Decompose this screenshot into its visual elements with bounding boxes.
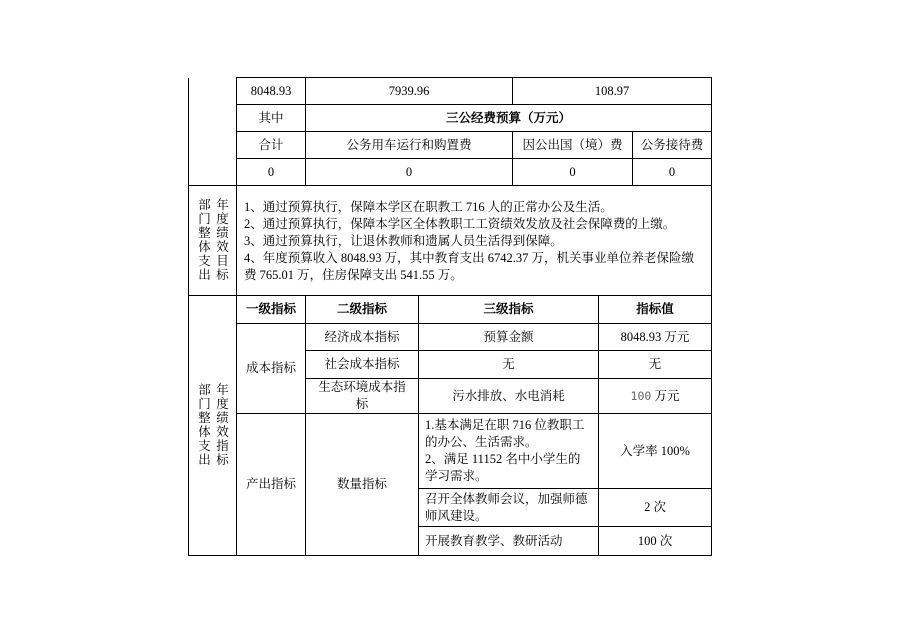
goals-label-cell	[189, 186, 237, 296]
header-total: 合计	[237, 132, 306, 159]
cost-value: 8048.93 万元	[599, 324, 712, 351]
cost-level3: 无	[419, 351, 599, 379]
goal-item: 4、年度预算收入 8048.93 万，其中教育支出 6742.37 万，机关事业单位养老保险缴费 765.01 万，住房保障支出 541.55 万。	[244, 251, 695, 282]
header-vehicle: 公务用车运行和购置费	[306, 132, 513, 159]
cost-level3: 预算金额	[419, 324, 599, 351]
three-public-title: 三公经费预算（万元）	[306, 105, 712, 132]
value-reception: 0	[633, 159, 712, 186]
budget-performance-table	[188, 77, 712, 556]
cost-level1: 成本指标	[237, 324, 306, 414]
goals-label: 部门整体支出年度绩效目标	[196, 197, 229, 282]
among-label: 其中	[237, 105, 306, 132]
header-reception: 公务接待费	[633, 132, 712, 159]
output-level3-line: 开展教育教学、教研活动	[425, 533, 563, 548]
output-value: 100 次	[599, 527, 712, 556]
header-abroad: 因公出国（境）费	[513, 132, 633, 159]
goals-row	[189, 186, 712, 296]
output-level3	[419, 414, 599, 489]
cost-level2: 生态环境成本指标	[306, 379, 419, 414]
cost-value-number: 100	[630, 388, 652, 403]
output-value: 入学率 100%	[599, 414, 712, 489]
indicators-label-cell	[189, 296, 237, 556]
cost-level2: 经济成本指标	[306, 324, 419, 351]
goal-item: 3、通过预算执行，让退休教师和遗属人员生活得到保障。	[244, 234, 563, 248]
goal-item: 1、通过预算执行，保障本学区在职教工 716 人的正常办公及生活。	[244, 200, 613, 214]
output-level3	[419, 527, 599, 556]
output-level1: 产出指标	[237, 414, 306, 556]
header-value: 指标值	[599, 296, 712, 324]
output-level3-line: 1.基本满足在职 716 位教职工的办公、生活需求。	[425, 418, 585, 449]
cost-level2: 社会成本指标	[306, 351, 419, 379]
cost-value: 无	[599, 351, 712, 379]
three-public-values-row	[189, 159, 712, 186]
indicator-header-row	[189, 296, 712, 324]
three-public-header-row	[189, 132, 712, 159]
value-abroad: 0	[513, 159, 633, 186]
value-total: 0	[237, 159, 306, 186]
three-public-title-row	[189, 105, 712, 132]
value-vehicle: 0	[306, 159, 513, 186]
output-level2: 数量指标	[306, 414, 419, 556]
goal-item: 2、通过预算执行，保障本学区全体教职工工资绩效发放及社会保障费的上缴。	[244, 217, 676, 231]
budget-basic-cell: 7939.96	[306, 78, 513, 105]
cost-value	[599, 379, 712, 414]
budget-project-cell: 108.97	[513, 78, 712, 105]
budget-row	[189, 78, 712, 105]
header-level3: 三级指标	[419, 296, 599, 324]
cost-level3: 污水排放、水电消耗	[419, 379, 599, 414]
header-level2: 二级指标	[306, 296, 419, 324]
goals-content	[237, 186, 712, 296]
indicators-label: 部门整体支出年度绩效指标	[196, 382, 229, 467]
output-value: 2 次	[599, 489, 712, 527]
budget-total-cell: 8048.93	[237, 78, 306, 105]
cost-value-unit: 万元	[654, 388, 680, 403]
indicator-row	[189, 414, 712, 489]
continued-label-cell	[189, 78, 237, 186]
output-level3-line: 召开全体教师会议，加强师德师风建设。	[425, 491, 588, 523]
output-level3-line: 2、满足 11152 名中小学生的学习需求。	[425, 452, 581, 483]
indicator-row	[189, 324, 712, 351]
header-level1: 一级指标	[237, 296, 306, 324]
output-level3	[419, 489, 599, 527]
